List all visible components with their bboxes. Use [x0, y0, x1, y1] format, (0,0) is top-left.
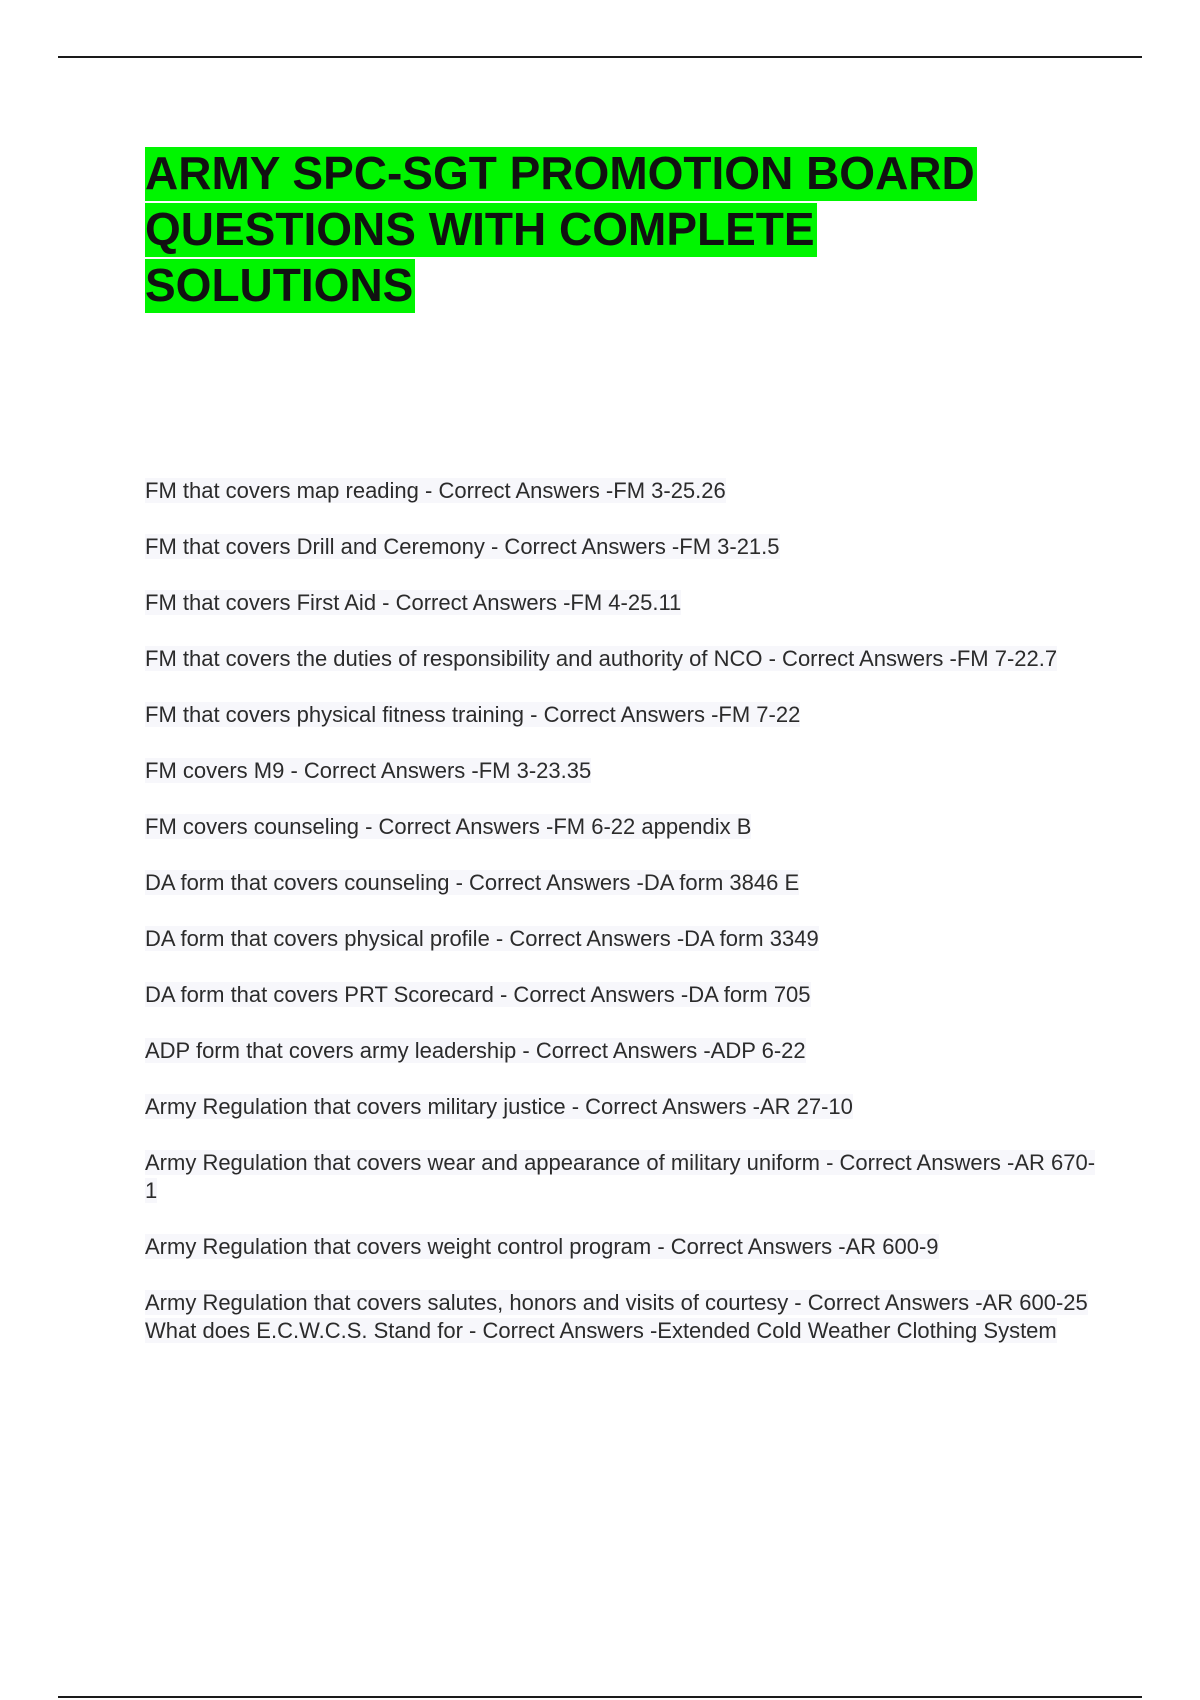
- qa-item: ADP form that covers army leadership - Correct Answers -ADP 6-22: [145, 1038, 806, 1063]
- qa-item: Army Regulation that covers salutes, honors and visits of courtesy - Correct Answers -AR 600-25: [145, 1290, 1088, 1315]
- qa-item: What does E.C.W.C.S. Stand for - Correct Answers -Extended Cold Weather Clothing System: [145, 1318, 1057, 1343]
- qa-item: FM that covers physical fitness training - Correct Answers -FM 7-22: [145, 702, 801, 727]
- qa-item: Army Regulation that covers weight control program - Correct Answers -AR 600-9: [145, 1234, 939, 1259]
- qa-item: Army Regulation that covers wear and appearance of military uniform - Correct Answers -AR 670-1: [145, 1150, 1096, 1203]
- footer-rule: [58, 1696, 1142, 1698]
- qa-item: FM that covers First Aid - Correct Answers -FM 4-25.11: [145, 590, 682, 615]
- title-line-2: QUESTIONS WITH COMPLETE: [145, 203, 815, 255]
- title-line-1: ARMY SPC-SGT PROMOTION BOARD: [145, 147, 975, 199]
- document-title: [145, 145, 1095, 313]
- qa-item: DA form that covers counseling - Correct Answers -DA form 3846 E: [145, 870, 800, 895]
- qa-list: [145, 477, 1100, 1345]
- qa-item: FM that covers Drill and Ceremony - Correct Answers -FM 3-21.5: [145, 534, 780, 559]
- qa-item: FM covers M9 - Correct Answers -FM 3-23.35: [145, 758, 592, 783]
- header-rule: [58, 56, 1142, 58]
- qa-item: DA form that covers physical profile - Correct Answers -DA form 3349: [145, 926, 819, 951]
- qa-item: DA form that covers PRT Scorecard - Correct Answers -DA form 705: [145, 982, 811, 1007]
- qa-item: FM that covers the duties of responsibility and authority of NCO - Correct Answers -FM 7-22.7: [145, 646, 1058, 671]
- qa-item: Army Regulation that covers military justice - Correct Answers -AR 27-10: [145, 1094, 853, 1119]
- qa-item: FM that covers map reading - Correct Answers -FM 3-25.26: [145, 478, 726, 503]
- qa-item: FM covers counseling - Correct Answers -FM 6-22 appendix B: [145, 814, 752, 839]
- title-line-3: SOLUTIONS: [145, 259, 414, 311]
